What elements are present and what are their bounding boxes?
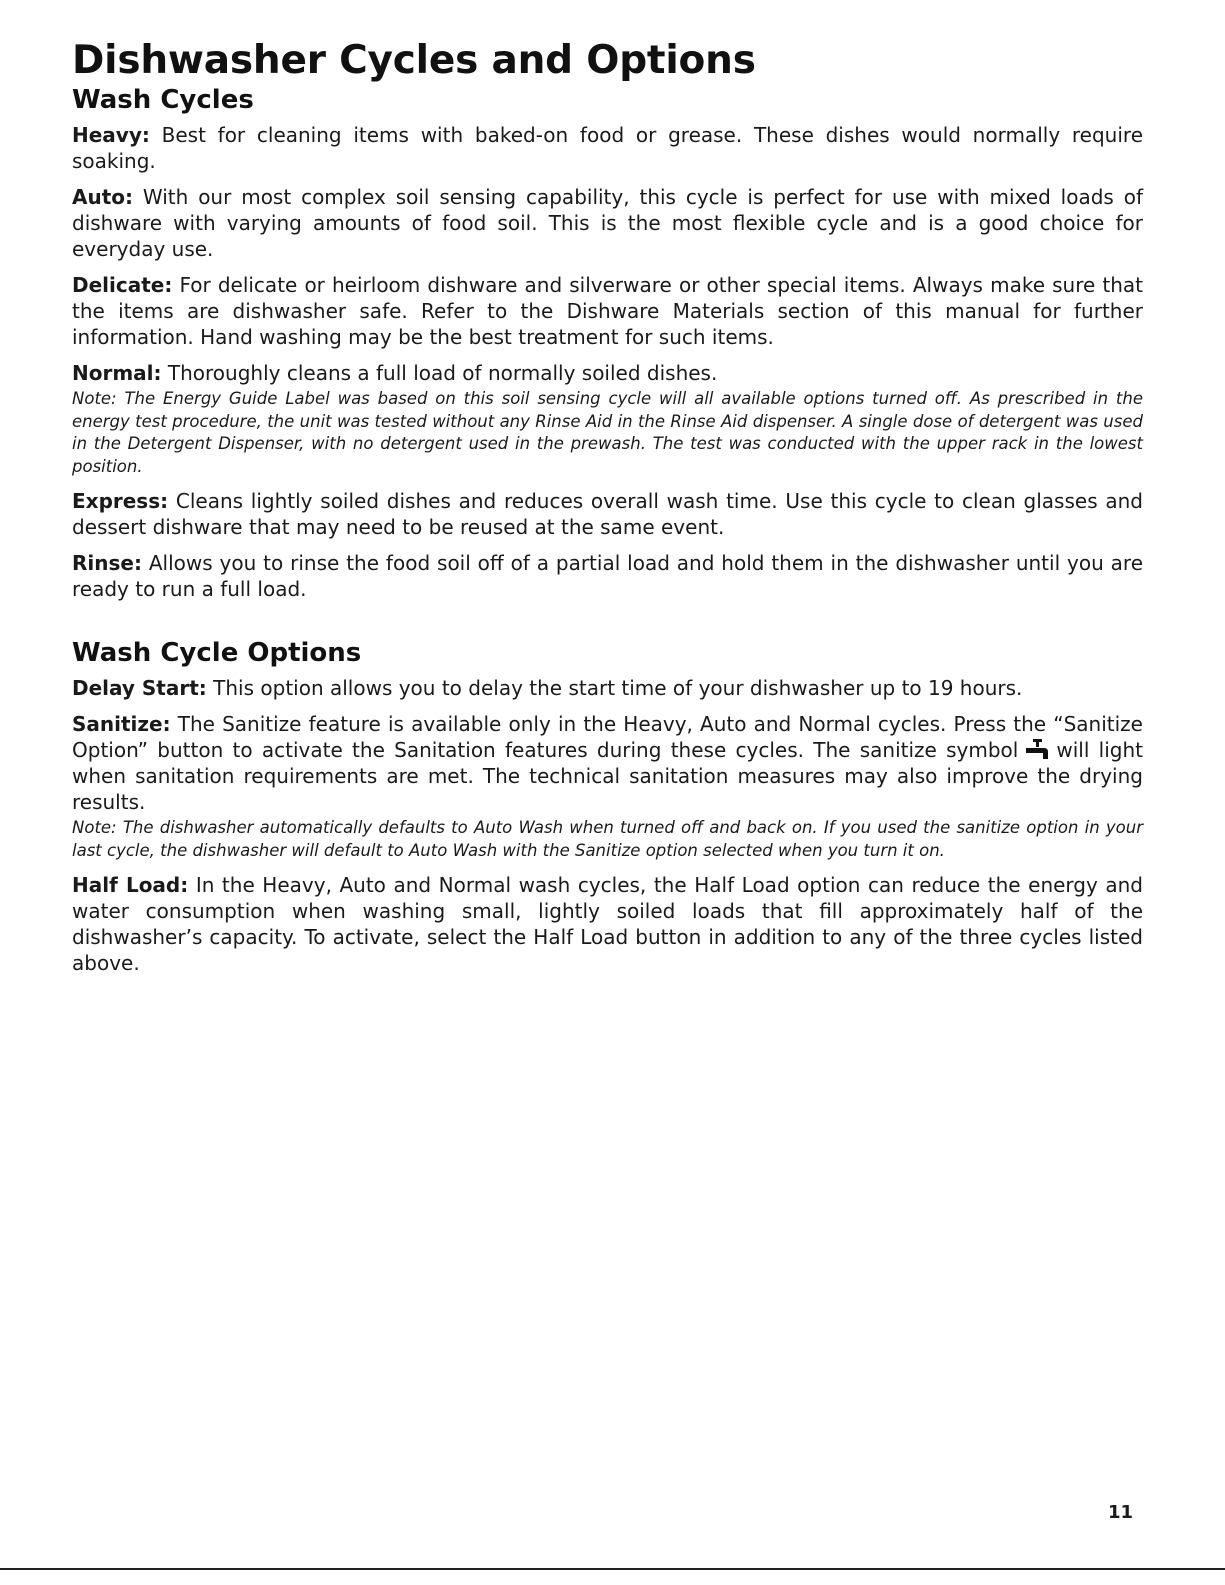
- entry-half-load: [72, 872, 1143, 976]
- page-number: 11: [1108, 1502, 1134, 1523]
- entry-term: Sanitize:: [72, 712, 171, 736]
- entry-delay-start: [72, 675, 1143, 701]
- entry-text: For delicate or heirloom dishware and silverware or other special items. Always make sure that the items are dishwasher safe. Refer to the Dishware Materials section of this manual for further information. Hand washing may be the best treatment for such items.: [72, 273, 1144, 349]
- sanitize-note: Note: The dishwasher automatically defaults to Auto Wash when turned off and back on. If you used the sanitize option in your last cycle, the dishwasher will default to Auto Wash with the Sanitize option selected when you turn it on.: [72, 818, 1143, 860]
- entry-text: With our most complex soil sensing capability, this cycle is perfect for use with mixed loads of dishware with varying amounts of food soil. This is the most flexible cycle and is a good choice for everyday use.: [72, 185, 1143, 261]
- entry-rinse: [72, 550, 1143, 602]
- entry-express: [72, 488, 1143, 540]
- entry-text: will light when sanitation requirements are met. The technical sanitation measures may also improve the drying results.: [72, 738, 1143, 814]
- entry-sanitize: [72, 711, 1143, 815]
- entry-text: This option allows you to delay the start time of your dishwasher up to 19 hours.: [213, 676, 1023, 700]
- entry-text: In the Heavy, Auto and Normal wash cycles, the Half Load option can reduce the energy and water consumption when washing small, lightly soiled loads that fill approximately half of the dishwasher’s capacity. To activate, select the Half Load button in addition to any of the three cycles listed above.: [72, 873, 1144, 975]
- entry-text: Thoroughly cleans a full load of normally soiled dishes.: [167, 361, 718, 385]
- entry-text: Cleans lightly soiled dishes and reduces overall wash time. Use this cycle to clean glasses and dessert dishware that may need to be reused at the same event.: [72, 489, 1143, 539]
- entry-term: Normal:: [72, 361, 162, 385]
- wash-cycles-heading: Wash Cycles: [72, 85, 254, 115]
- entry-text: Allows you to rinse the food soil off of a partial load and hold them in the dishwasher until you are ready to run a full load.: [72, 551, 1143, 601]
- page-title: Dishwasher Cycles and Options: [72, 38, 756, 83]
- entry-term: Delay Start:: [72, 676, 207, 700]
- entry-text: The Sanitize feature is available only in the Heavy, Auto and Normal cycles. Press the “Sanitize Option” button to activate the Sanitation features during these cycles. The sanitize symbol: [72, 712, 1143, 762]
- bottom-divider: [0, 1568, 1225, 1570]
- entry-text: Best for cleaning items with baked-on food or grease. These dishes would normally require soaking.: [72, 123, 1144, 173]
- sanitize-faucet-icon: [1024, 738, 1050, 760]
- entry-term: Delicate:: [72, 273, 173, 297]
- wash-cycle-options-heading: Wash Cycle Options: [72, 638, 362, 668]
- entry-term: Half Load:: [72, 873, 189, 897]
- entry-term: Rinse:: [72, 551, 142, 575]
- entry-delicate: [72, 272, 1143, 350]
- entry-term: Heavy:: [72, 123, 150, 147]
- entry-normal: [72, 360, 1143, 386]
- entry-term: Express:: [72, 489, 169, 513]
- entry-term: Auto:: [72, 185, 134, 209]
- normal-note: Note: The Energy Guide Label was based on this soil sensing cycle will all available options turned off. As prescribed in the energy test procedure, the unit was tested without any Rinse Aid in the Rinse Aid dispenser. A single dose of detergent was used in the Detergent Dispenser, with no detergent used in the prewash. The test was conducted with the upper rack in the lowest position.: [72, 389, 1143, 476]
- document-page: [72, 38, 1143, 986]
- entry-auto: [72, 184, 1143, 262]
- entry-heavy: [72, 122, 1143, 174]
